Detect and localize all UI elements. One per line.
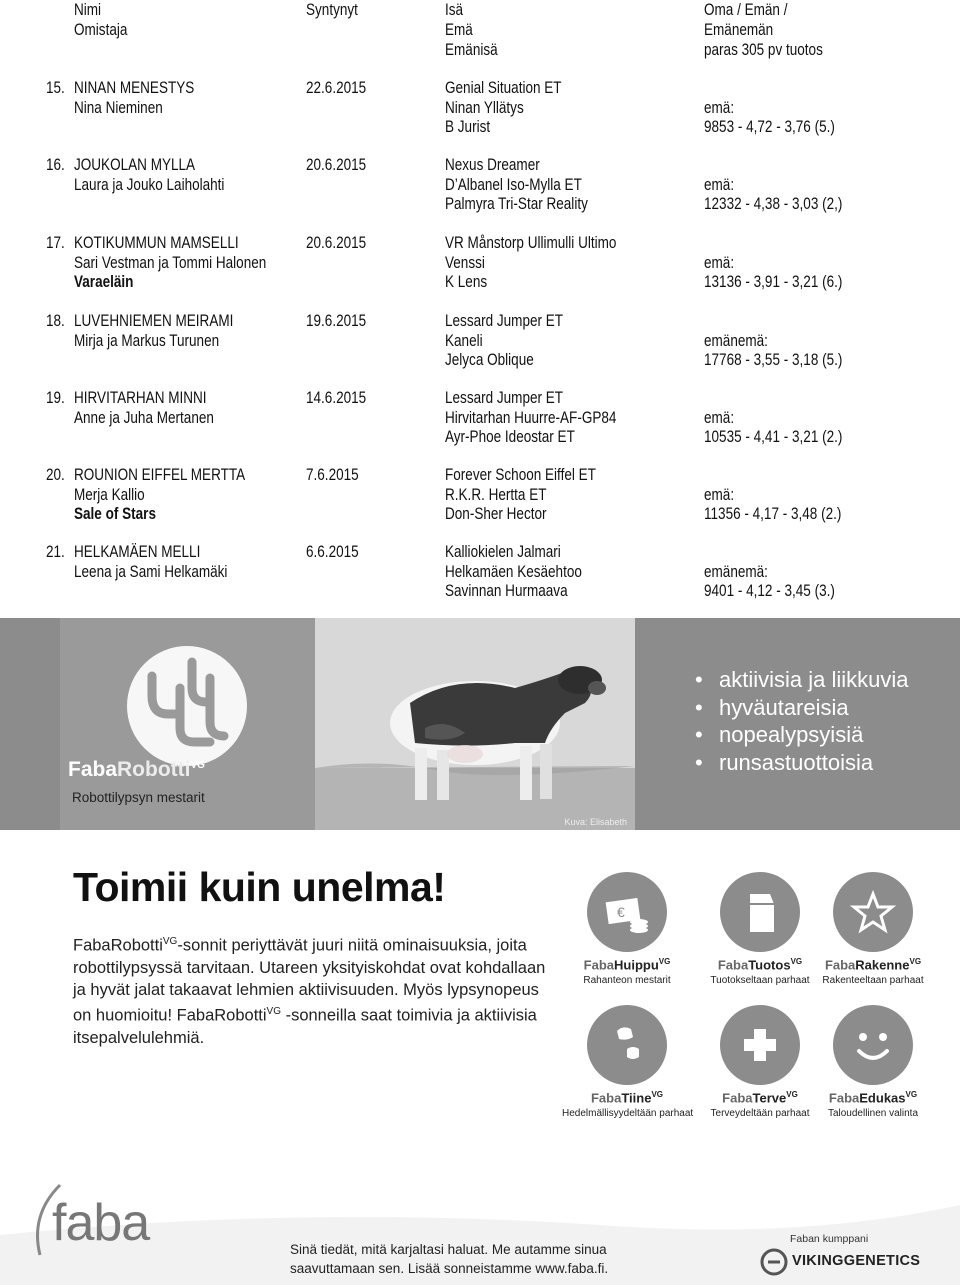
entry-pedigree: VR Månstorp Ullimulli Ultimo Venssi K Lens [445, 234, 617, 292]
entry-name-owner: LUVEHNIEMEN MEIRAMI Mirja ja Markus Turunen [74, 312, 234, 350]
bullet-item: • hyväutareisia [695, 694, 909, 722]
entry-production: emä: 12332 - 4,38 - 3,03 (2,) [704, 175, 843, 214]
entry-20 [0, 466, 960, 526]
entry-19 [0, 389, 960, 449]
entry-number: 19. [46, 389, 65, 407]
icon-cell-tuotos: FabaTuotos$^{VG}$ Tuotokseltaan parhaat [695, 872, 825, 986]
brand-terve: FabaTerve$^{VG}$ [722, 1090, 798, 1106]
milk-carton-icon [720, 872, 800, 952]
entry-born: 20.6.2015 [306, 234, 367, 252]
ad-banner [0, 618, 960, 830]
entry-production: emänemä: 17768 - 3,55 - 3,18 (5.) [704, 331, 843, 370]
partner-label: Faban kumppani [790, 1233, 869, 1245]
entry-name-owner: JOUKOLAN MYLLA Laura ja Jouko Laiholahti [74, 156, 225, 194]
viking-logo-icon [760, 1248, 788, 1276]
entry-production: emä: 9853 - 4,72 - 3,76 (5.) [704, 98, 835, 137]
faba-logo: faba [52, 1194, 150, 1252]
entry-number: 21. [46, 543, 65, 561]
entry-born: 22.6.2015 [306, 79, 367, 97]
brand-tuotos: FabaTuotos$^{VG}$ [717, 957, 803, 973]
entry-production: emä: 10535 - 4,41 - 3,21 (2.) [704, 408, 843, 447]
header-born: Syntynyt [306, 1, 358, 19]
header-name-owner: Nimi Omistaja [74, 1, 128, 39]
smiley-icon [833, 1005, 913, 1085]
entry-pedigree: Genial Situation ET Ninan Yllätys B Jurist [445, 79, 562, 137]
footer-text: Sinä tiedät, mitä karjaltasi haluat. Me autamme sinua saavuttamaan sen. Lisää sonneistamme www.faba.fi. [290, 1242, 609, 1276]
brand-rakenne: FabaRakenne$^{VG}$ [824, 957, 922, 973]
entry-born: 20.6.2015 [306, 156, 367, 174]
entry-number: 15. [46, 79, 65, 97]
entry-production: emänemä: 9401 - 4,12 - 3,45 (3.) [704, 562, 835, 601]
entry-number: 18. [46, 312, 65, 330]
entry-pedigree: Lessard Jumper ET Kaneli Jelyca Oblique [445, 312, 564, 370]
brand-edukas: FabaEdukas$^{VG}$ [828, 1090, 918, 1106]
brand-tiine: FabaTiine$^{VG}$ [590, 1090, 663, 1106]
entry-pedigree: Nexus Dreamer D’Albanel Iso-Mylla ET Palmyra Tri-Star Reality [445, 156, 588, 214]
svg-text:€: € [617, 904, 625, 920]
icon-cell-rakenne: FabaRakenne$^{VG}$ Rakenteeltaan parhaat [808, 872, 938, 986]
star-icon [833, 872, 913, 952]
entry-number: 20. [46, 466, 65, 484]
ad-body: FabaRobotti$^{VG}$-sonnit periyttävät juuri niitä ominaisuuksia, joita robottilypsyssä tarvitaan. Utareen yksityiskohdat ovat kohdallaan ja hyvät jalat takaavat lehmien aktiivisuuden. Myös lypsynopeus on huomioitu! FabaRobotti$^{VG}$ -sonneilla saat toimivia ja aktiivisia itsepalvelulehmiä. [73, 936, 546, 1047]
cow-photo [315, 618, 635, 830]
bullet-item: • nopealypsyisiä [695, 721, 909, 749]
bullet-item: • runsastuottoisia [695, 749, 909, 777]
entry-born: 6.6.2015 [306, 543, 359, 561]
entry-born: 19.6.2015 [306, 312, 367, 330]
feature-bullets [695, 666, 909, 776]
header-production: Oma / Emän / Emänemän paras 305 pv tuotos [704, 1, 823, 59]
partner-brand: VIKINGGENETICS [792, 1253, 921, 1269]
fabarobotti-brand: FabaRobotti$^{VG}$ [68, 758, 205, 781]
fabarobotti-logo-block [60, 618, 315, 830]
entry-pedigree: Forever Schoon Eiffel ET R.K.R. Hertta ET Don-Sher Hector [445, 466, 596, 524]
bullet-item: • aktiivisia ja liikkuvia [695, 666, 909, 694]
entry-21 [0, 543, 960, 603]
entry-name-owner: HELKAMÄEN MELLI Leena ja Sami Helkamäki [74, 543, 228, 581]
entry-17 [0, 234, 960, 294]
entry-born: 14.6.2015 [306, 389, 367, 407]
entry-number: 17. [46, 234, 65, 252]
entry-number: 16. [46, 156, 65, 174]
health-icon [720, 1005, 800, 1085]
header-pedigree: Isä Emä Emänisä [445, 1, 498, 59]
cow-calf-icon [587, 1005, 667, 1085]
ad-headline: Toimii kuin unelma! [73, 864, 446, 910]
photo-credit: Kuva: Elisabeth [564, 817, 627, 827]
entry-15 [0, 79, 960, 139]
entry-born: 7.6.2015 [306, 466, 359, 484]
entry-pedigree: Lessard Jumper ET Hirvitarhan Huurre-AF-GP84 Ayr-Phoe Ideostar ET [445, 389, 617, 447]
entry-name-owner: ROUNION EIFFEL MERTTA Merja Kallio Sale of Stars [74, 466, 246, 524]
icon-cell-terve: FabaTerve$^{VG}$ Terveydeltään parhaat [695, 1005, 825, 1119]
entry-pedigree: Kalliokielen Jalmari Helkamäen Kesäehtoo Savinnan Hurmaava [445, 543, 582, 601]
entry-16 [0, 156, 960, 216]
fabarobotti-tagline: Robottilypsyn mestarit [72, 790, 205, 805]
brand-huippu: FabaHuippu$^{VG}$ [583, 957, 671, 973]
entry-name-owner: KOTIKUMMUN MAMSELLI Sari Vestman ja Tommi Halonen Varaeläin [74, 234, 267, 292]
entry-18 [0, 312, 960, 372]
entry-production: emä: 13136 - 3,91 - 3,21 (6.) [704, 253, 843, 292]
money-icon [587, 872, 667, 952]
entry-name-owner: HIRVITARHAN MINNI Anne ja Juha Mertanen [74, 389, 214, 427]
icon-cell-huippu: € FabaHuippu$^{VG}$ Rahanteon mestarit [562, 872, 692, 986]
entry-name-owner: NINAN MENESTYS Nina Nieminen [74, 79, 195, 117]
cow-image-icon [315, 618, 635, 830]
entry-production: emä: 11356 - 4,17 - 3,48 (2.) [704, 485, 842, 524]
table-header [0, 0, 960, 70]
icon-cell-edukas: FabaEdukas$^{VG}$ Taloudellinen valinta [808, 1005, 938, 1119]
icon-cell-tiine: FabaTiine$^{VG}$ Hedelmällisyydeltään parhaat [562, 1005, 692, 1119]
